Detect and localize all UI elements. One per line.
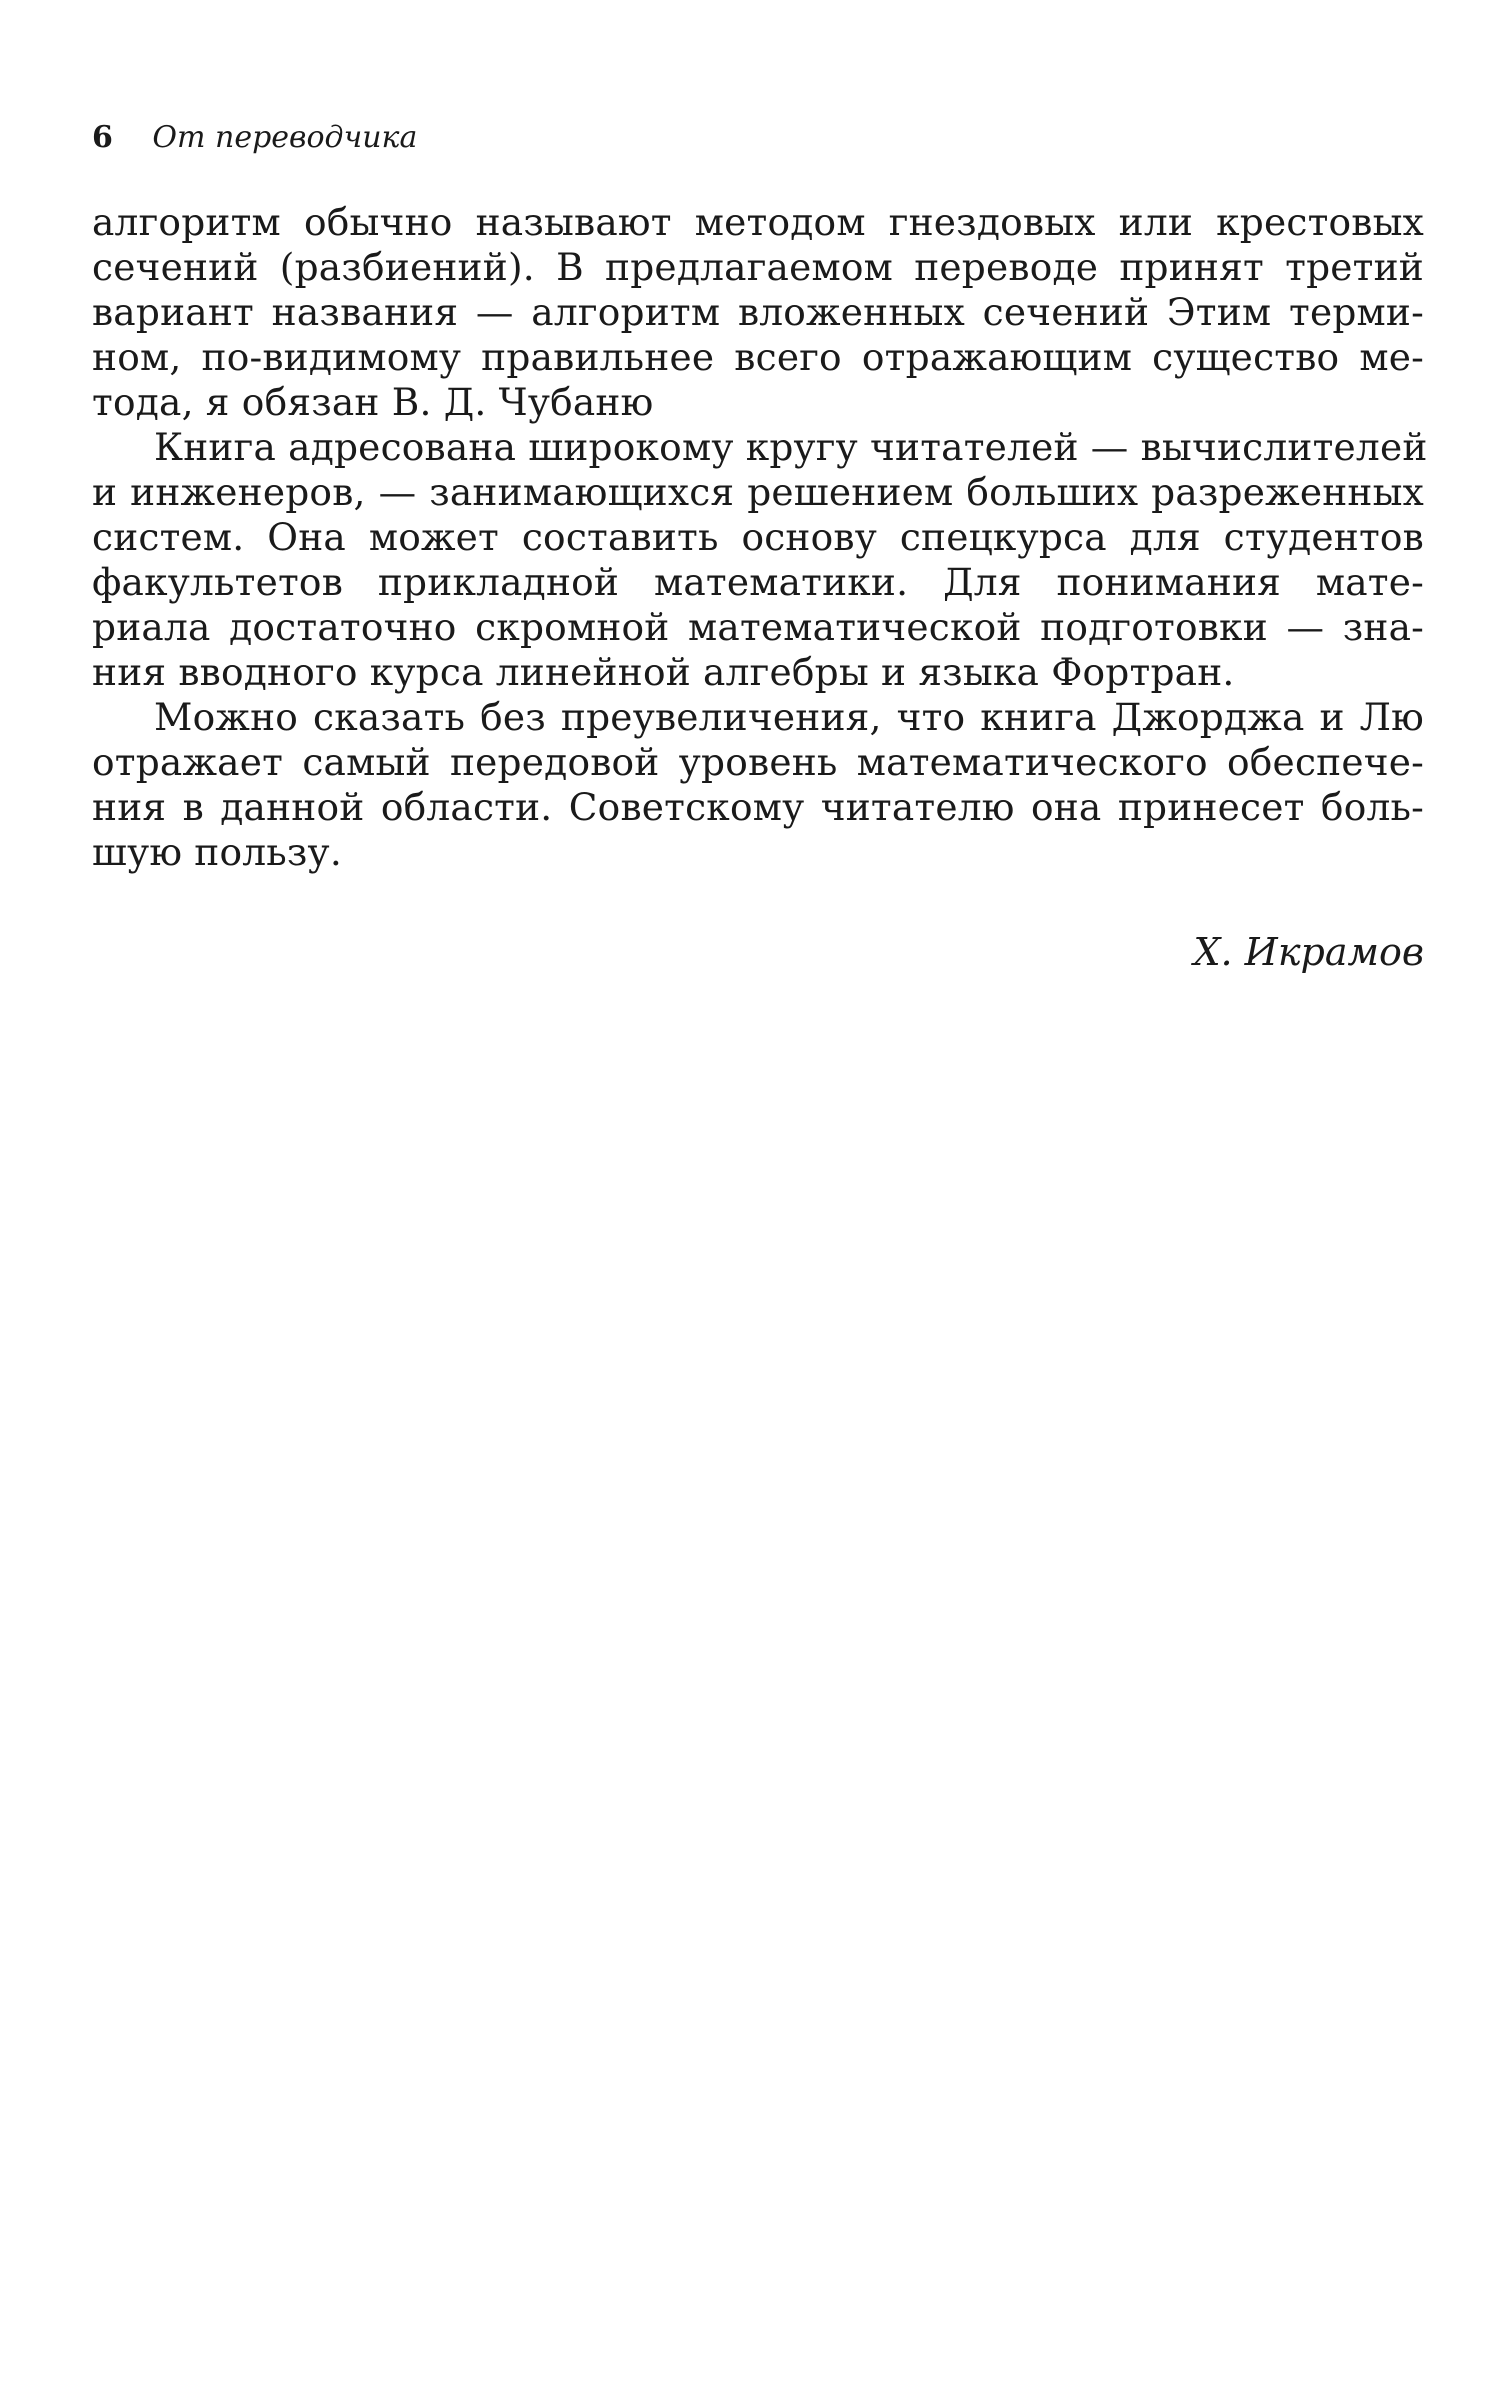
text-line: шую пользу. [92,830,342,874]
text-line: отражает самый передовой уровень математического обеспече- [92,740,1424,784]
running-head [92,118,417,158]
text-line: Книга адресована широкому кругу читателей — вычислителей [154,425,1428,469]
text-line: систем. Она может составить основу спецкурса для студентов [92,515,1424,559]
page-number: 6 [92,120,113,155]
text-line: вариант названия — алгоритм вложенных сечений Этим терми- [92,290,1424,334]
text-line: ния вводного курса линейной алгебры и языка Фортран. [92,650,1235,694]
text-line: тода, я обязан В. Д. Чубаню [92,380,654,424]
text-line: ном, по-видимому правильнее всего отражающим существо ме- [92,335,1424,379]
text-line: Можно сказать без преувеличения, что книга Джорджа и Лю [154,695,1424,739]
body-text [92,200,1428,875]
text-line: риала достаточно скромной математической подготовки — зна- [92,605,1424,649]
text-line: сечений (разбиений). В предлагаемом переводе принят третий [92,245,1424,289]
author-signature: Х. Икрамов [1193,930,1424,974]
text-line: факультетов прикладной математики. Для понимания мате- [92,560,1424,604]
text-line: ния в данной области. Советскому читателю она принесет боль- [92,785,1424,829]
text-line: и инженеров, — занимающихся решением больших разреженных [92,470,1424,514]
text-line: алгоритм обычно называют методом гнездовых или крестовых [92,200,1424,244]
section-title: От переводчика [152,120,418,155]
